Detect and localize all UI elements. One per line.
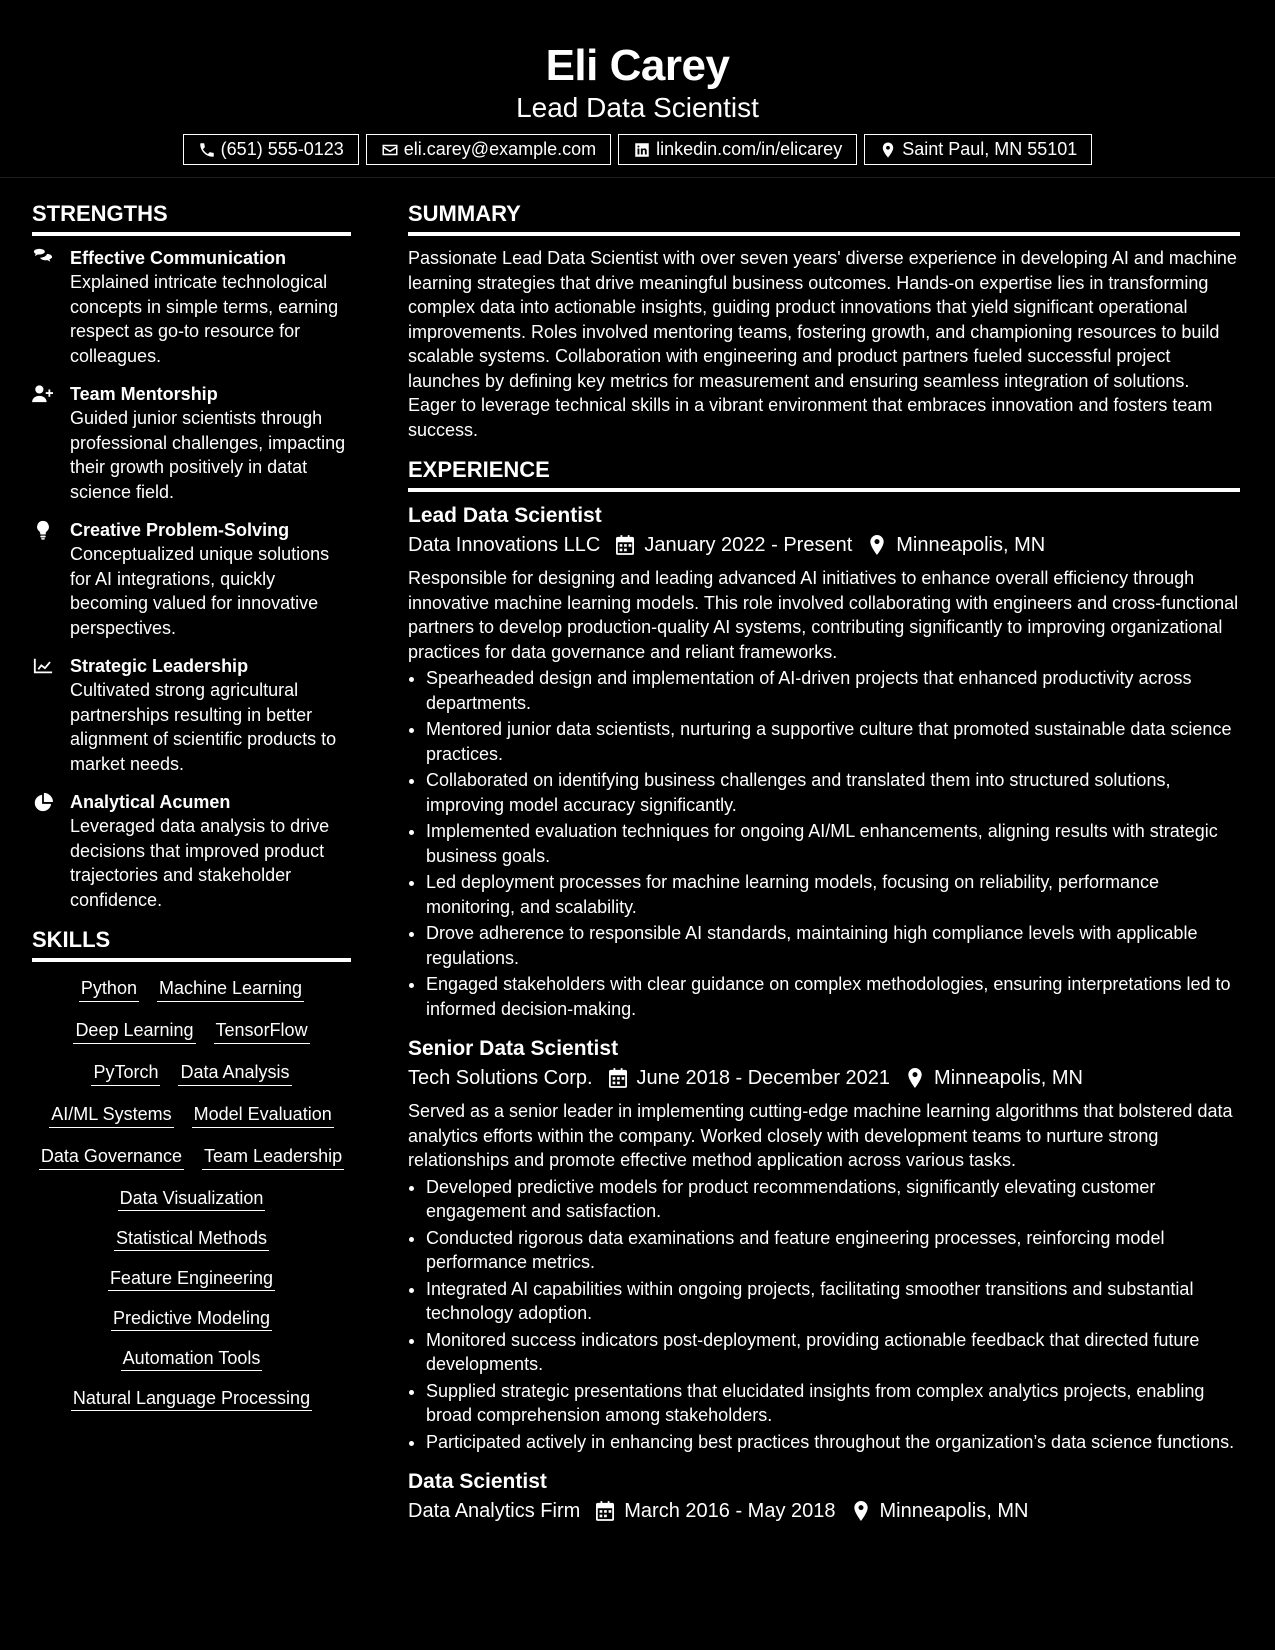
strength-title: Effective Communication: [70, 248, 287, 268]
map-marker-icon: [906, 1068, 924, 1088]
strength-description: Leveraged data analysis to drive decisions that improved product trajectories and stakeholder confidence.: [70, 816, 330, 910]
strengths-heading: STRENGTHS: [32, 200, 351, 236]
job-dates: March 2016 - May 2018: [624, 1500, 836, 1522]
contact-linkedin[interactable]: [618, 134, 857, 165]
job-bullet: • Mentored junior data scientists, nurturing a supportive culture that promoted sustainable data science practices.: [426, 717, 1240, 766]
map-marker-icon: [879, 141, 897, 159]
job-bullet: • Developed predictive models for product recommendations, significantly elevating customer engagement and satisfaction.: [426, 1175, 1240, 1224]
left-column: [32, 200, 351, 1410]
strength-item: [32, 654, 351, 776]
skill-tag: Team Leadership: [202, 1144, 344, 1170]
job-entry: [408, 1468, 1240, 1526]
job-description: Served as a senior leader in implementing cutting-edge machine learning algorithms that bolstered data analytics efforts within the company. Worked closely with development teams to nurture strong relationships and promote effective method application across various tasks.: [408, 1101, 1233, 1170]
job-location: Minneapolis, MN: [896, 534, 1046, 556]
skill-tag: Machine Learning: [157, 976, 304, 1002]
job-description: Responsible for designing and leading advanced AI initiatives to enhance overall efficiency through innovative machine learning models. This role involved collaborating with engineers and cross-functional partners to develop production-quality AI systems, contributing significantly to improving organizational practices for data governance and reliant frameworks.: [408, 568, 1239, 662]
strength-title: Team Mentorship: [70, 384, 218, 404]
map-marker-icon: [868, 535, 886, 555]
skill-tag: Python: [79, 976, 139, 1002]
job-title: Data Scientist: [408, 1470, 547, 1493]
skill-tag: TensorFlow: [214, 1018, 310, 1044]
strength-description: Guided junior scientists through professional challenges, impacting their growth positively in datat science field.: [70, 408, 346, 502]
skill-tag: Automation Tools: [121, 1348, 263, 1371]
job-meta: [408, 530, 1240, 560]
calendar-icon: [609, 1068, 627, 1088]
skill-tag: AI/ML Systems: [49, 1102, 173, 1128]
right-column: [408, 200, 1240, 1532]
contact-email[interactable]: [366, 134, 611, 165]
job-bullet: • Monitored success indicators post-deployment, providing actionable feedback that directed future developments.: [426, 1328, 1240, 1377]
contact-bar: [0, 134, 1275, 165]
skills-heading: SKILLS: [32, 926, 351, 962]
skill-tag: Natural Language Processing: [71, 1388, 312, 1411]
linkedin-icon: [633, 141, 651, 159]
job-bullet: • Conducted rigorous data examinations and feature engineering processes, reinforcing model performance metrics.: [426, 1226, 1240, 1275]
chart-line-icon: [32, 656, 54, 676]
job-dates: June 2018 - December 2021: [636, 1067, 891, 1089]
job-bullet: • Implemented evaluation techniques for ongoing AI/ML enhancements, aligning results with strategic business goals.: [426, 819, 1240, 868]
job-title: Senior Data Scientist: [408, 1037, 619, 1060]
job-dates: January 2022 - Present: [644, 534, 853, 556]
skill-tag: PyTorch: [91, 1060, 160, 1086]
job-bullets: [408, 666, 1240, 1021]
experience-heading: EXPERIENCE: [408, 456, 1240, 492]
job-entry: [408, 1035, 1240, 1454]
strength-description: Cultivated strong agricultural partnerships resulting in better alignment of scientific products to market needs.: [70, 680, 337, 774]
job-bullet: • Integrated AI capabilities within ongoing projects, facilitating smoother transitions and substantial technology adoption.: [426, 1277, 1240, 1326]
candidate-name: Eli Carey: [545, 41, 730, 90]
strength-title: Analytical Acumen: [70, 792, 231, 812]
skill-tag: Model Evaluation: [192, 1102, 334, 1128]
job-bullet: • Supplied strategic presentations that elucidated insights from complex analytics projects, enabling broad comprehension among stakeholders.: [426, 1379, 1240, 1428]
summary-text: Passionate Lead Data Scientist with over seven years' diverse experience in developing AI and machine learning strategies that drive meaningful business outcomes. Hands-on expertise lies in transforming complex data into actionable insights, guiding product innovations that yield significant operational improvements. Roles involved mentoring teams, fostering growth, and championing resources to build scalable systems. Collaboration with engineering and product partners fueled successful project launches by defining key metrics for measurement and ensuring seamless integration of solutions. Eager to leverage technical skills in a vibrant environment that embraces innovation and fosters team success.: [408, 248, 1237, 440]
skill-tag: Deep Learning: [73, 1018, 195, 1044]
phone-icon: [198, 141, 216, 159]
chart-pie-icon: [32, 792, 54, 812]
job-location: Minneapolis, MN: [879, 1500, 1029, 1522]
calendar-icon: [616, 535, 634, 555]
contact-phone-text: (651) 555-0123: [220, 139, 344, 159]
map-marker-icon: [852, 1501, 870, 1521]
strength-description: Explained intricate technological concepts in simple terms, earning respect as go-to resource for colleagues.: [70, 272, 339, 366]
skills-list: [32, 976, 351, 1410]
contact-linkedin-text: linkedin.com/in/elicarey: [656, 139, 843, 159]
skill-tag: Data Analysis: [178, 1060, 291, 1086]
skill-tag: Predictive Modeling: [111, 1308, 272, 1331]
job-company: Data Innovations LLC: [408, 534, 601, 556]
job-bullet: • Led deployment processes for machine learning models, focusing on reliability, performance monitoring, and scalability.: [426, 870, 1240, 919]
strength-item: [32, 382, 351, 504]
skill-tag: Statistical Methods: [114, 1228, 269, 1251]
job-company: Tech Solutions Corp.: [408, 1067, 593, 1089]
job-bullet: • Drove adherence to responsible AI standards, maintaining high compliance levels with applicable regulations.: [426, 921, 1240, 970]
strength-item: [32, 246, 351, 368]
resume-header: [0, 0, 1275, 178]
job-bullet: • Spearheaded design and implementation of AI-driven projects that enhanced productivity across departments.: [426, 666, 1240, 715]
strength-item: [32, 518, 351, 640]
skill-tag: Data Visualization: [118, 1188, 266, 1211]
summary-heading: SUMMARY: [408, 200, 1240, 236]
contact-email-text: eli.carey@example.com: [403, 139, 597, 159]
job-meta: [408, 1496, 1240, 1526]
job-bullets: [408, 1175, 1240, 1455]
skill-tag: Data Governance: [39, 1144, 184, 1170]
comments-icon: [32, 248, 54, 268]
job-bullet: • Participated actively in enhancing best practices throughout the organization’s data science functions.: [426, 1430, 1240, 1455]
candidate-title: Lead Data Scientist: [516, 92, 759, 123]
job-title: Lead Data Scientist: [408, 504, 602, 527]
contact-location-text: Saint Paul, MN 55101: [902, 139, 1078, 159]
strength-item: [32, 790, 351, 912]
job-company: Data Analytics Firm: [408, 1500, 581, 1522]
job-entry: [408, 502, 1240, 1021]
contact-location[interactable]: [864, 134, 1092, 165]
strength-title: Creative Problem-Solving: [70, 520, 290, 540]
job-bullet: • Engaged stakeholders with clear guidance on complex methodologies, ensuring interpretations led to informed decision-making.: [426, 972, 1240, 1021]
contact-phone[interactable]: [183, 134, 359, 165]
lightbulb-icon: [32, 520, 54, 540]
strength-description: Conceptualized unique solutions for AI integrations, quickly becoming valued for innovative perspectives.: [70, 544, 330, 638]
job-location: Minneapolis, MN: [934, 1067, 1083, 1089]
user-plus-icon: [32, 384, 54, 404]
calendar-icon: [596, 1501, 614, 1521]
job-bullet: • Collaborated on identifying business challenges and translated them into structured solutions, improving model accuracy significantly.: [426, 768, 1240, 817]
job-meta: [408, 1063, 1240, 1093]
strength-title: Strategic Leadership: [70, 656, 249, 676]
skill-tag: Feature Engineering: [108, 1268, 275, 1291]
envelope-icon: [381, 141, 399, 159]
